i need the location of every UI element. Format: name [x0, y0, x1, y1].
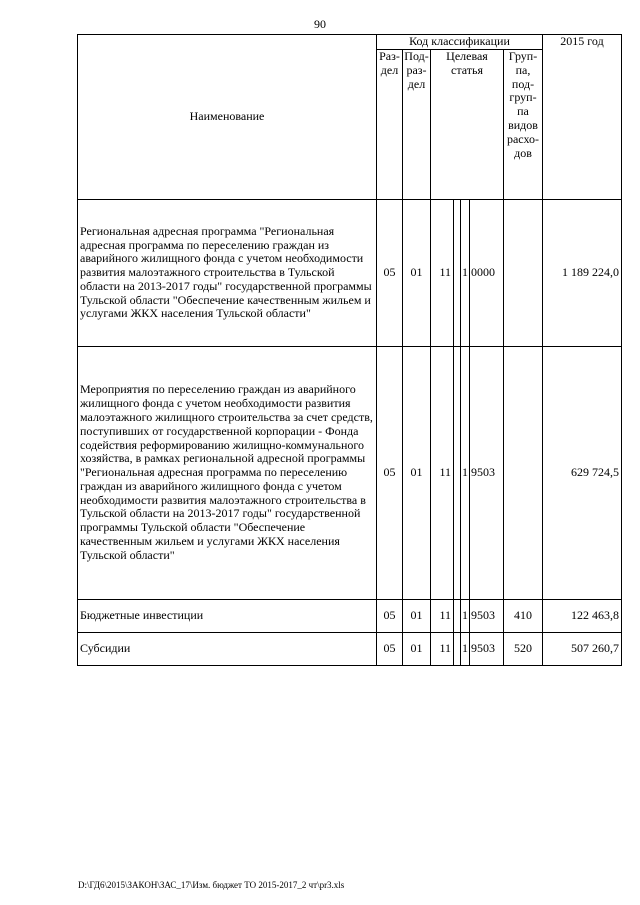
row-sum: 1 189 224,0 [543, 200, 622, 347]
row-vid [504, 200, 543, 347]
row-razdel: 05 [377, 633, 403, 666]
row-podrazdel: 01 [403, 633, 431, 666]
row-cs4: 0000 [470, 200, 504, 347]
row-name: Мероприятия по переселению граждан из аварийного жилищного фонда с учетом необходимости развития малоэтажного жилищного строительства за счет средств, поступивших от государственной корпорации - Фонда содействия реформированию жилищно-коммунального хозяйства, в рамках региональной адресной программы "Региональная адресная программа по переселению граждан из аварийного жилищного фонда с учетом необходимости развития малоэтажного строительства в Тульской области на 2013-2017 годы" государственной программы Тульской области "Обеспечение качественным жильем и услугами ЖКХ населения Тульской области" [78, 347, 377, 600]
row-razdel: 05 [377, 347, 403, 600]
row-podrazdel: 01 [403, 200, 431, 347]
row-cs2 [454, 200, 461, 347]
row-cs2 [454, 633, 461, 666]
header-year: 2015 год [543, 35, 622, 200]
budget-table [77, 34, 622, 666]
row-cs4: 9503 [470, 347, 504, 600]
table-row [78, 600, 622, 633]
row-name: Субсидии [78, 633, 377, 666]
header-name: Наименование [78, 35, 377, 200]
row-podrazdel: 01 [403, 600, 431, 633]
row-sum: 629 724,5 [543, 347, 622, 600]
row-vid: 410 [504, 600, 543, 633]
row-cs1: 11 [431, 600, 454, 633]
header-razdel: Раз- дел [377, 50, 403, 200]
row-cs1: 11 [431, 633, 454, 666]
row-cs2 [454, 600, 461, 633]
row-cs3: 1 [461, 200, 470, 347]
row-cs1: 11 [431, 347, 454, 600]
table-row [78, 200, 622, 347]
row-name: Бюджетные инвестиции [78, 600, 377, 633]
row-name: Региональная адресная программа "Региональная адресная программа по переселению граждан из аварийного жилищного фонда с учетом необходимости развития малоэтажного строительства в Тульской области на 2013-2017 годы" государственной программы Тульской области "Обеспечение качественным жильем и услугами ЖКХ населения Тульской области" [78, 200, 377, 347]
row-vid: 520 [504, 633, 543, 666]
header-gruppa: Груп- па, под- груп- па видов расхо- дов [504, 50, 543, 200]
row-vid [504, 347, 543, 600]
table-row [78, 347, 622, 600]
row-razdel: 05 [377, 600, 403, 633]
header-code-group: Код классификации [377, 35, 543, 50]
row-cs3: 1 [461, 347, 470, 600]
row-cs3: 1 [461, 600, 470, 633]
page-number: 90 [314, 17, 326, 31]
row-cs3: 1 [461, 633, 470, 666]
row-cs4: 9503 [470, 600, 504, 633]
row-cs4: 9503 [470, 633, 504, 666]
row-cs1: 11 [431, 200, 454, 347]
header-podrazdel: Под- раз- дел [403, 50, 431, 200]
row-sum: 507 260,7 [543, 633, 622, 666]
row-razdel: 05 [377, 200, 403, 347]
row-podrazdel: 01 [403, 347, 431, 600]
row-sum: 122 463,8 [543, 600, 622, 633]
file-path-footer: D:\ГД6\2015\ЗАКОН\ЗАС_17\Изм. бюджет ТО 2015-2017_2 чт\pr3.xls [78, 880, 345, 890]
header-celevaya-statya: Целевая статья [431, 50, 504, 200]
row-cs2 [454, 347, 461, 600]
table-row [78, 633, 622, 666]
